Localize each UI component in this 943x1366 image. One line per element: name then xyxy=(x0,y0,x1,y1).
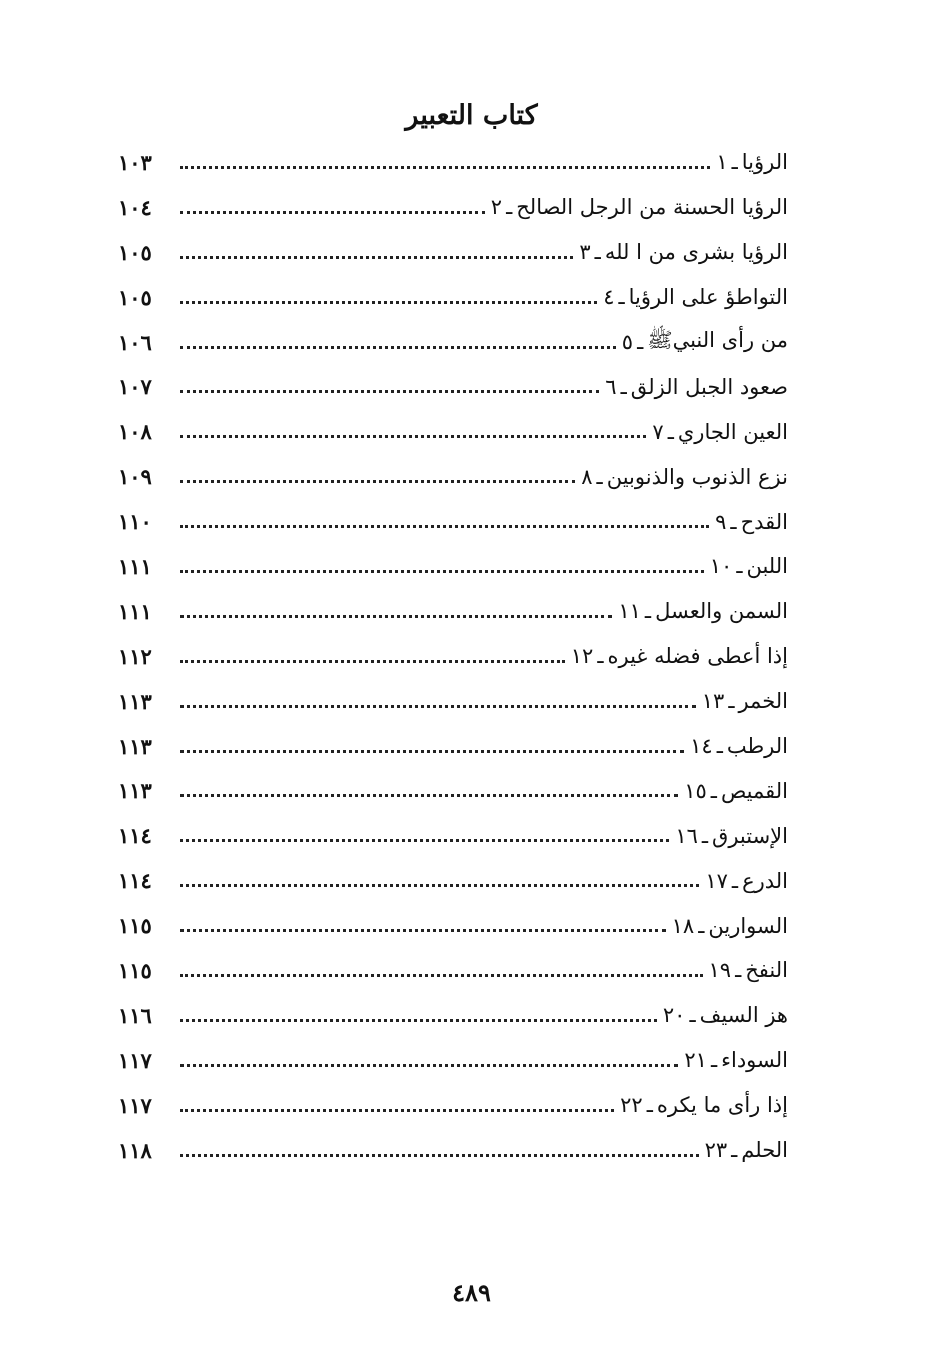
toc-entry-separator: ـ xyxy=(731,1138,738,1163)
toc-entry-separator: ـ xyxy=(667,419,674,444)
toc-entry-page: ١١٣ xyxy=(118,778,152,804)
toc-entry-separator: ـ xyxy=(728,689,735,714)
toc-entry-label xyxy=(571,644,788,668)
toc-entry-label xyxy=(581,465,788,489)
toc-entry xyxy=(118,454,788,499)
toc-entry xyxy=(118,768,788,813)
dot-leader xyxy=(180,525,709,528)
toc-entry-page: ١١٠ xyxy=(118,509,152,535)
toc-entry-title: الرؤيا بشرى من ا لله xyxy=(604,240,788,265)
toc-entry-title: إذا رأى ما يكره xyxy=(656,1093,788,1118)
toc-entry-page: ١١٣ xyxy=(118,688,152,714)
toc-entry xyxy=(118,230,788,275)
toc-entry xyxy=(118,679,788,724)
toc-entry-number: ١١ xyxy=(618,599,641,624)
toc-entry-separator: ـ xyxy=(730,509,737,534)
toc-entry-page: ١٠٨ xyxy=(118,419,152,445)
toc-entry-page: ١١٧ xyxy=(118,1092,152,1118)
toc-entry-number: ٣ xyxy=(579,240,591,265)
toc-entry-label xyxy=(672,914,788,938)
toc-entry-number: ٧ xyxy=(652,419,664,444)
toc-entry-separator: ـ xyxy=(731,150,738,175)
toc-entry-number: ٩ xyxy=(715,509,727,534)
toc-entry-page: ١١٥ xyxy=(118,913,152,939)
toc-entry-number: ١ xyxy=(716,150,728,175)
dot-leader xyxy=(180,705,696,708)
toc-entry-number: ١٩ xyxy=(708,958,732,983)
toc-entry-label xyxy=(579,240,788,264)
page-title: كتاب التعبير xyxy=(405,100,538,131)
toc-entry xyxy=(118,993,788,1038)
toc-entry-number: ١٢ xyxy=(570,644,594,669)
toc-entry-page: ١١٢ xyxy=(118,643,152,669)
toc-entry-number: ٢١ xyxy=(684,1048,707,1073)
toc-entry-separator: ـ xyxy=(506,195,513,220)
dot-leader xyxy=(180,166,710,169)
toc-entry-page: ١١٥ xyxy=(118,957,152,983)
dot-leader xyxy=(180,615,612,618)
toc-entry-label xyxy=(603,285,788,309)
toc-entry-label xyxy=(620,1093,788,1117)
dot-leader xyxy=(180,750,684,753)
toc-entry-separator: ـ xyxy=(618,285,625,310)
toc-entry-page: ١٠٥ xyxy=(118,284,152,310)
toc-entry-label xyxy=(702,689,788,713)
toc-entry-page: ١١١ xyxy=(118,553,152,579)
toc-entry xyxy=(118,1128,788,1173)
dot-leader xyxy=(180,435,646,438)
toc-entry-title: السوارين xyxy=(708,913,788,938)
toc-entry-title: الرؤيا الحسنة من الرجل الصالح xyxy=(516,195,788,220)
toc-entry-label xyxy=(684,1048,788,1072)
toc-entry-number: ١٦ xyxy=(675,823,698,848)
toc-entry-title: نزع الذنوب والذنوبين xyxy=(606,464,788,489)
toc-entry-separator: ـ xyxy=(596,464,603,489)
toc-entry xyxy=(118,1083,788,1128)
toc-entry xyxy=(118,858,788,903)
toc-entry-separator: ـ xyxy=(637,330,644,354)
toc-entry-separator: ـ xyxy=(698,913,705,938)
dot-leader xyxy=(180,570,704,573)
toc-entry-title: القميص xyxy=(720,778,788,803)
toc-entry-label xyxy=(618,599,788,623)
toc-entry-page: ١١٤ xyxy=(118,823,152,849)
dot-leader xyxy=(180,974,703,977)
toc-entry xyxy=(118,544,788,589)
toc-entry-title: الرطب xyxy=(726,734,788,759)
toc-entry-page: ١١١ xyxy=(118,598,152,624)
toc-entry-separator: ـ xyxy=(716,734,723,759)
toc-entry-title: الحلم xyxy=(741,1138,788,1163)
toc-entry-label xyxy=(675,824,788,848)
toc-entry-separator: ـ xyxy=(731,868,739,893)
toc-entry-label xyxy=(491,195,788,219)
toc-entry xyxy=(118,948,788,993)
toc-entry-label xyxy=(705,869,788,893)
toc-entry-title: السمن والعسل xyxy=(655,599,788,624)
toc-entry xyxy=(118,724,788,769)
toc-entry-title: إذا أعطى فضله غيره xyxy=(607,644,788,669)
toc-entry-title: صعود الجبل الزلق xyxy=(630,374,788,399)
toc-entry xyxy=(118,813,788,858)
toc-entry-separator: ـ xyxy=(646,1093,653,1118)
toc-entry-title: الإستبرق xyxy=(712,823,788,848)
table-of-contents xyxy=(118,140,788,1172)
toc-entry-label xyxy=(622,327,788,358)
toc-entry-label xyxy=(690,734,788,758)
dot-leader xyxy=(180,346,616,349)
toc-entry xyxy=(118,275,788,320)
toc-entry-title: اللبن xyxy=(746,554,788,579)
toc-entry-separator: ـ xyxy=(620,374,627,399)
toc-entry-page: ١٠٥ xyxy=(118,239,152,265)
toc-entry-page: ١٠٤ xyxy=(118,194,152,220)
dot-leader xyxy=(180,929,666,932)
toc-entry-page: ١١٧ xyxy=(118,1047,152,1073)
toc-entry xyxy=(118,499,788,544)
dot-leader xyxy=(180,839,669,842)
dot-leader xyxy=(180,480,575,483)
dot-leader xyxy=(180,884,699,887)
toc-entry-title: النفخ xyxy=(745,958,788,983)
toc-entry-number: ٢٣ xyxy=(704,1138,728,1163)
toc-entry-number: ١٥ xyxy=(684,778,707,803)
toc-entry-separator: ـ xyxy=(735,958,742,983)
toc-entry-separator: ـ xyxy=(594,240,601,265)
dot-leader xyxy=(180,211,485,214)
toc-entry-number: ١٤ xyxy=(690,734,713,759)
toc-entry-label xyxy=(705,1138,788,1162)
toc-entry xyxy=(118,634,788,679)
toc-entry-number: ١٣ xyxy=(701,689,725,714)
toc-entry-separator: ـ xyxy=(597,644,604,669)
toc-entry-separator: ـ xyxy=(710,1048,718,1073)
dot-leader xyxy=(180,660,565,663)
toc-entry-title: الرؤيا xyxy=(741,150,788,175)
toc-entry-label xyxy=(715,510,788,534)
toc-entry-title: السوداء xyxy=(721,1048,788,1073)
toc-entry xyxy=(118,140,788,185)
toc-entry-number: ٤ xyxy=(603,285,615,310)
toc-entry-page: ١١٣ xyxy=(118,733,152,759)
toc-entry-number: ٢٢ xyxy=(620,1093,643,1118)
toc-entry-number: ١٠ xyxy=(709,554,733,579)
toc-entry-page: ١٠٧ xyxy=(118,374,152,400)
toc-entry-title: هز السيف xyxy=(699,1003,788,1028)
dot-leader xyxy=(180,1109,614,1112)
dot-leader xyxy=(180,794,678,797)
toc-entry-title: التواطؤ على الرؤيا xyxy=(628,285,788,310)
toc-entry-label xyxy=(652,420,788,444)
dot-leader xyxy=(180,1064,678,1067)
toc-entry-separator: ـ xyxy=(701,823,709,848)
toc-entry-label xyxy=(684,779,788,803)
toc-entry-label xyxy=(663,1003,788,1027)
toc-entry-page: ١٠٦ xyxy=(118,329,152,355)
toc-entry-separator: ـ xyxy=(644,599,652,624)
toc-entry-title: القدح xyxy=(740,509,788,534)
toc-entry-label xyxy=(605,375,788,399)
toc-entry-page: ١١٨ xyxy=(118,1137,152,1163)
toc-entry xyxy=(118,185,788,230)
toc-entry xyxy=(118,364,788,409)
toc-entry-number: ٦ xyxy=(605,374,617,399)
toc-entry-page: ١٠٩ xyxy=(118,464,152,490)
toc-entry-title: العين الجاري xyxy=(677,419,788,444)
dot-leader xyxy=(180,1154,699,1157)
toc-entry-separator: ـ xyxy=(689,1003,696,1028)
toc-entry-page: ١١٦ xyxy=(118,1002,152,1028)
toc-entry-separator: ـ xyxy=(710,778,717,803)
toc-entry xyxy=(118,1038,788,1083)
toc-entry-number: ٢ xyxy=(490,195,503,220)
dot-leader xyxy=(180,256,573,259)
toc-entry-number: ١٧ xyxy=(705,868,728,893)
page-number: ٤٨٩ xyxy=(452,1278,491,1307)
toc-entry-title: الخمر xyxy=(738,689,788,714)
toc-entry-page: ١٠٣ xyxy=(118,149,152,175)
dot-leader xyxy=(180,301,597,304)
toc-entry-number: ٥ xyxy=(621,330,634,354)
dot-leader xyxy=(180,390,599,393)
toc-entry xyxy=(118,589,788,634)
toc-entry-label xyxy=(710,554,788,578)
toc-entry-number: ٨ xyxy=(581,464,593,489)
toc-entry-label xyxy=(709,958,788,982)
toc-entry xyxy=(118,320,788,365)
toc-entry-page: ١١٤ xyxy=(118,868,152,894)
toc-entry-number: ٢٠ xyxy=(662,1003,686,1028)
dot-leader xyxy=(180,1019,657,1022)
toc-entry-title: من رأى النبيﷺ xyxy=(647,327,788,352)
toc-entry xyxy=(118,409,788,454)
toc-entry-number: ١٨ xyxy=(671,913,695,938)
toc-entry-title: الدرع xyxy=(742,868,788,893)
toc-entry-separator: ـ xyxy=(736,554,743,579)
toc-entry-label xyxy=(716,150,788,174)
toc-entry xyxy=(118,903,788,948)
